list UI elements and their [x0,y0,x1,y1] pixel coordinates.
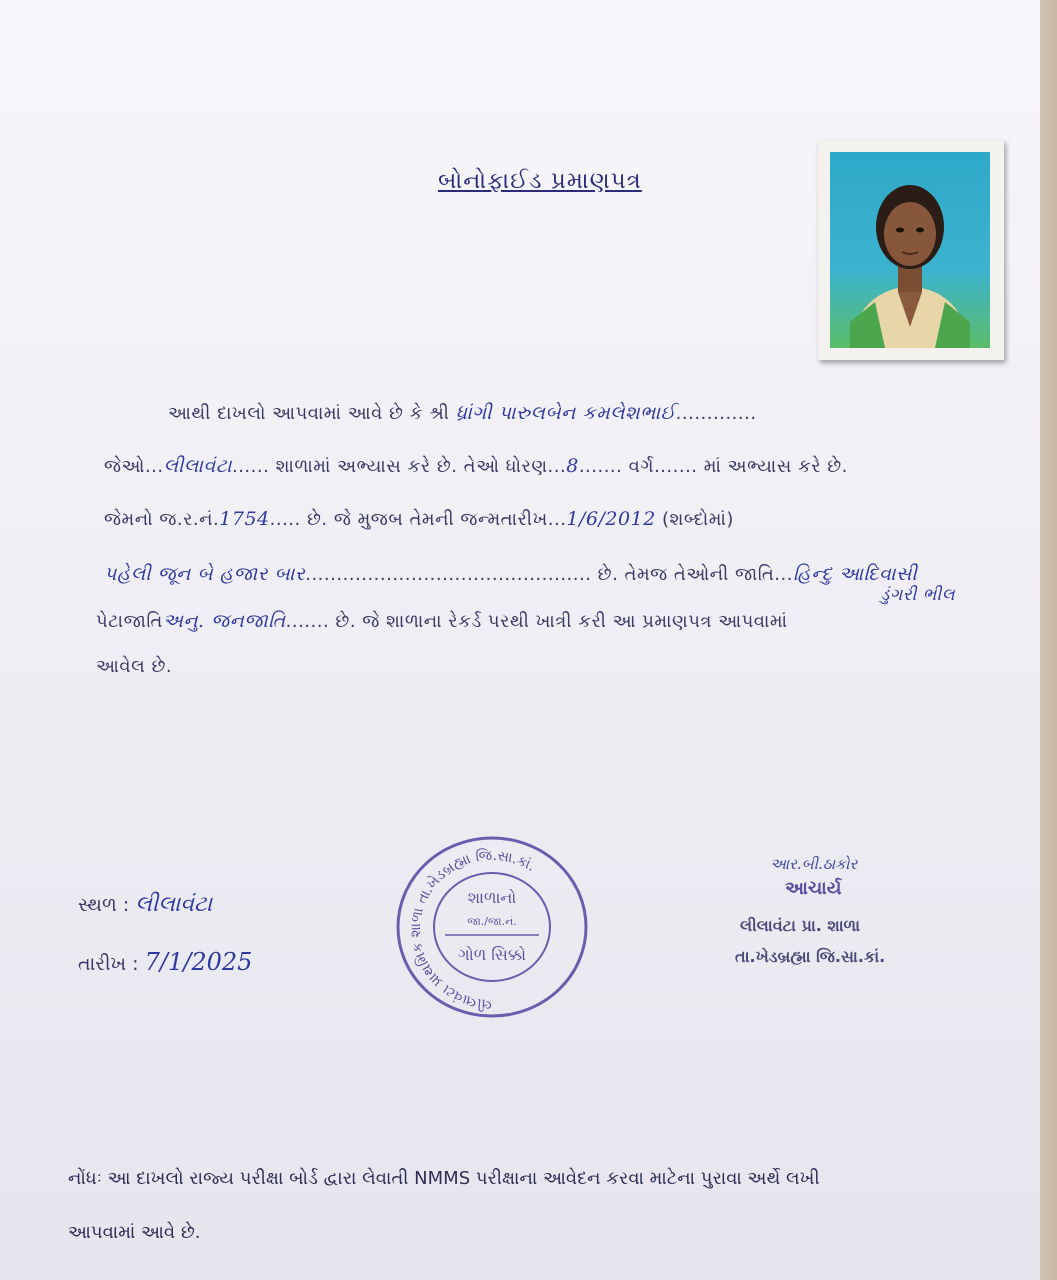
birth-date: 1/6/2012 [566,508,656,530]
signature-name: આર.બી.ઠાકોર [770,855,858,873]
place-value: લીલાવંટા [135,892,213,917]
certificate-title: બોનોફાઈડ પ્રમાણપત્ર [438,168,642,194]
birth-date-words: પહેલી જૂન બે હજાર બાર [104,563,306,585]
caste-value: હિન્દુ આદિવાસી [792,563,918,585]
signature-school: લીલાવંટા પ્રા. શાળા [740,916,861,935]
body-line-2: જેઓ...લીલાવંટા...... શાળામાં અભ્યાસ કરે છે. તેઓ ધોરણ...8....... વર્ગ....... માં અભ્યાસ કરે છે. [104,455,848,477]
date-value: 7/1/2025 [144,948,253,976]
line2-prefix: જેઓ [104,456,145,477]
place-row [78,892,212,917]
note-line-1: નોંધઃ આ દાખલો રાજ્ય પરીક્ષા બોર્ડ દ્વારા લેવાતી NMMS પરીક્ષાના આવેદન કરવા માટેના પુરાવા અર્થે લખી [68,1168,820,1189]
line4-mid: છે. તેમજ તેઓની જાતિ [597,564,775,585]
note-line-2: આપવામાં આવે છે. [68,1222,201,1243]
date-row [78,948,252,976]
standard-value: 8 [566,455,579,477]
principal-title: આચાર્ય [785,878,842,899]
body-line-1 [168,402,757,424]
gr-number: 1754 [219,508,270,530]
stamp-center-bottom: ગોળ સિક્કો [458,945,526,964]
line2-suffix: વર્ગ....... માં અભ્યાસ કરે છે. [628,456,848,477]
school-name: લીલાવંટા [163,455,232,477]
dotted-fill: ............. [675,403,757,424]
caste-extra: ડુંગરી ભીલ [880,585,956,605]
body-line-6: આવેલ છે. [96,656,173,677]
student-photo [818,140,1004,360]
line3-mid: છે. જે મુજબ તેમની જન્મતારીખ [306,509,548,530]
line2-mid: શાળામાં અભ્યાસ કરે છે. તેઓ ધોરણ [275,456,548,477]
stamp-outer-text: લીલાવંટા પ્રાથમિક શાળા તા.ખેડબ્રહ્મા જિ.સા.કાં. [408,847,538,1013]
line3-suffix: (શબ્દોમાં) [662,509,734,530]
subcaste-value: અનુ. જનજાતિ [162,610,286,632]
date-label: તારીખ : [78,953,139,975]
student-photo-icon [830,152,990,348]
body-line-5: પેટાજાતિઅનુ. જનજાતિ....... છે. જે શાળાના રેકર્ડ પરથી ખાત્રી કરી આ પ્રમાણપત્ર આપવામાં [96,610,788,632]
stamp-center-mid: જા./જા.નં. [467,915,517,928]
school-stamp [395,835,590,1020]
stamp-center-top: શાળાનો [467,888,517,907]
line3-prefix: જેમનો જ.ર.નં. [104,509,220,530]
body-line-4: પહેલી જૂન બે હજાર બાર.............................................. છે. તેમજ તેઓની જાતિ...હિન્દુ આદિવાસી [104,563,918,585]
student-name: ધ્રાંગી પારુલબેન કમલેશભાઈ [455,402,676,424]
line5-suffix: છે. જે શાળાના રેકર્ડ પરથી ખાત્રી કરી આ પ્રમાણપત્ર આપવામાં [335,611,788,632]
intro-text: આથી દાખલો આપવામાં આવે છે કે શ્રી [168,403,450,424]
place-label: સ્થળ : [78,894,130,916]
line5-prefix: પેટાજાતિ [96,611,163,632]
body-line-3: જેમનો જ.ર.નં.1754..... છે. જે મુજબ તેમની જન્મતારીખ...1/6/2012 (શબ્દોમાં) [104,508,734,530]
signature-taluka: તા.ખેડબ્રહ્મા જિ.સા.કાં. [735,947,886,966]
